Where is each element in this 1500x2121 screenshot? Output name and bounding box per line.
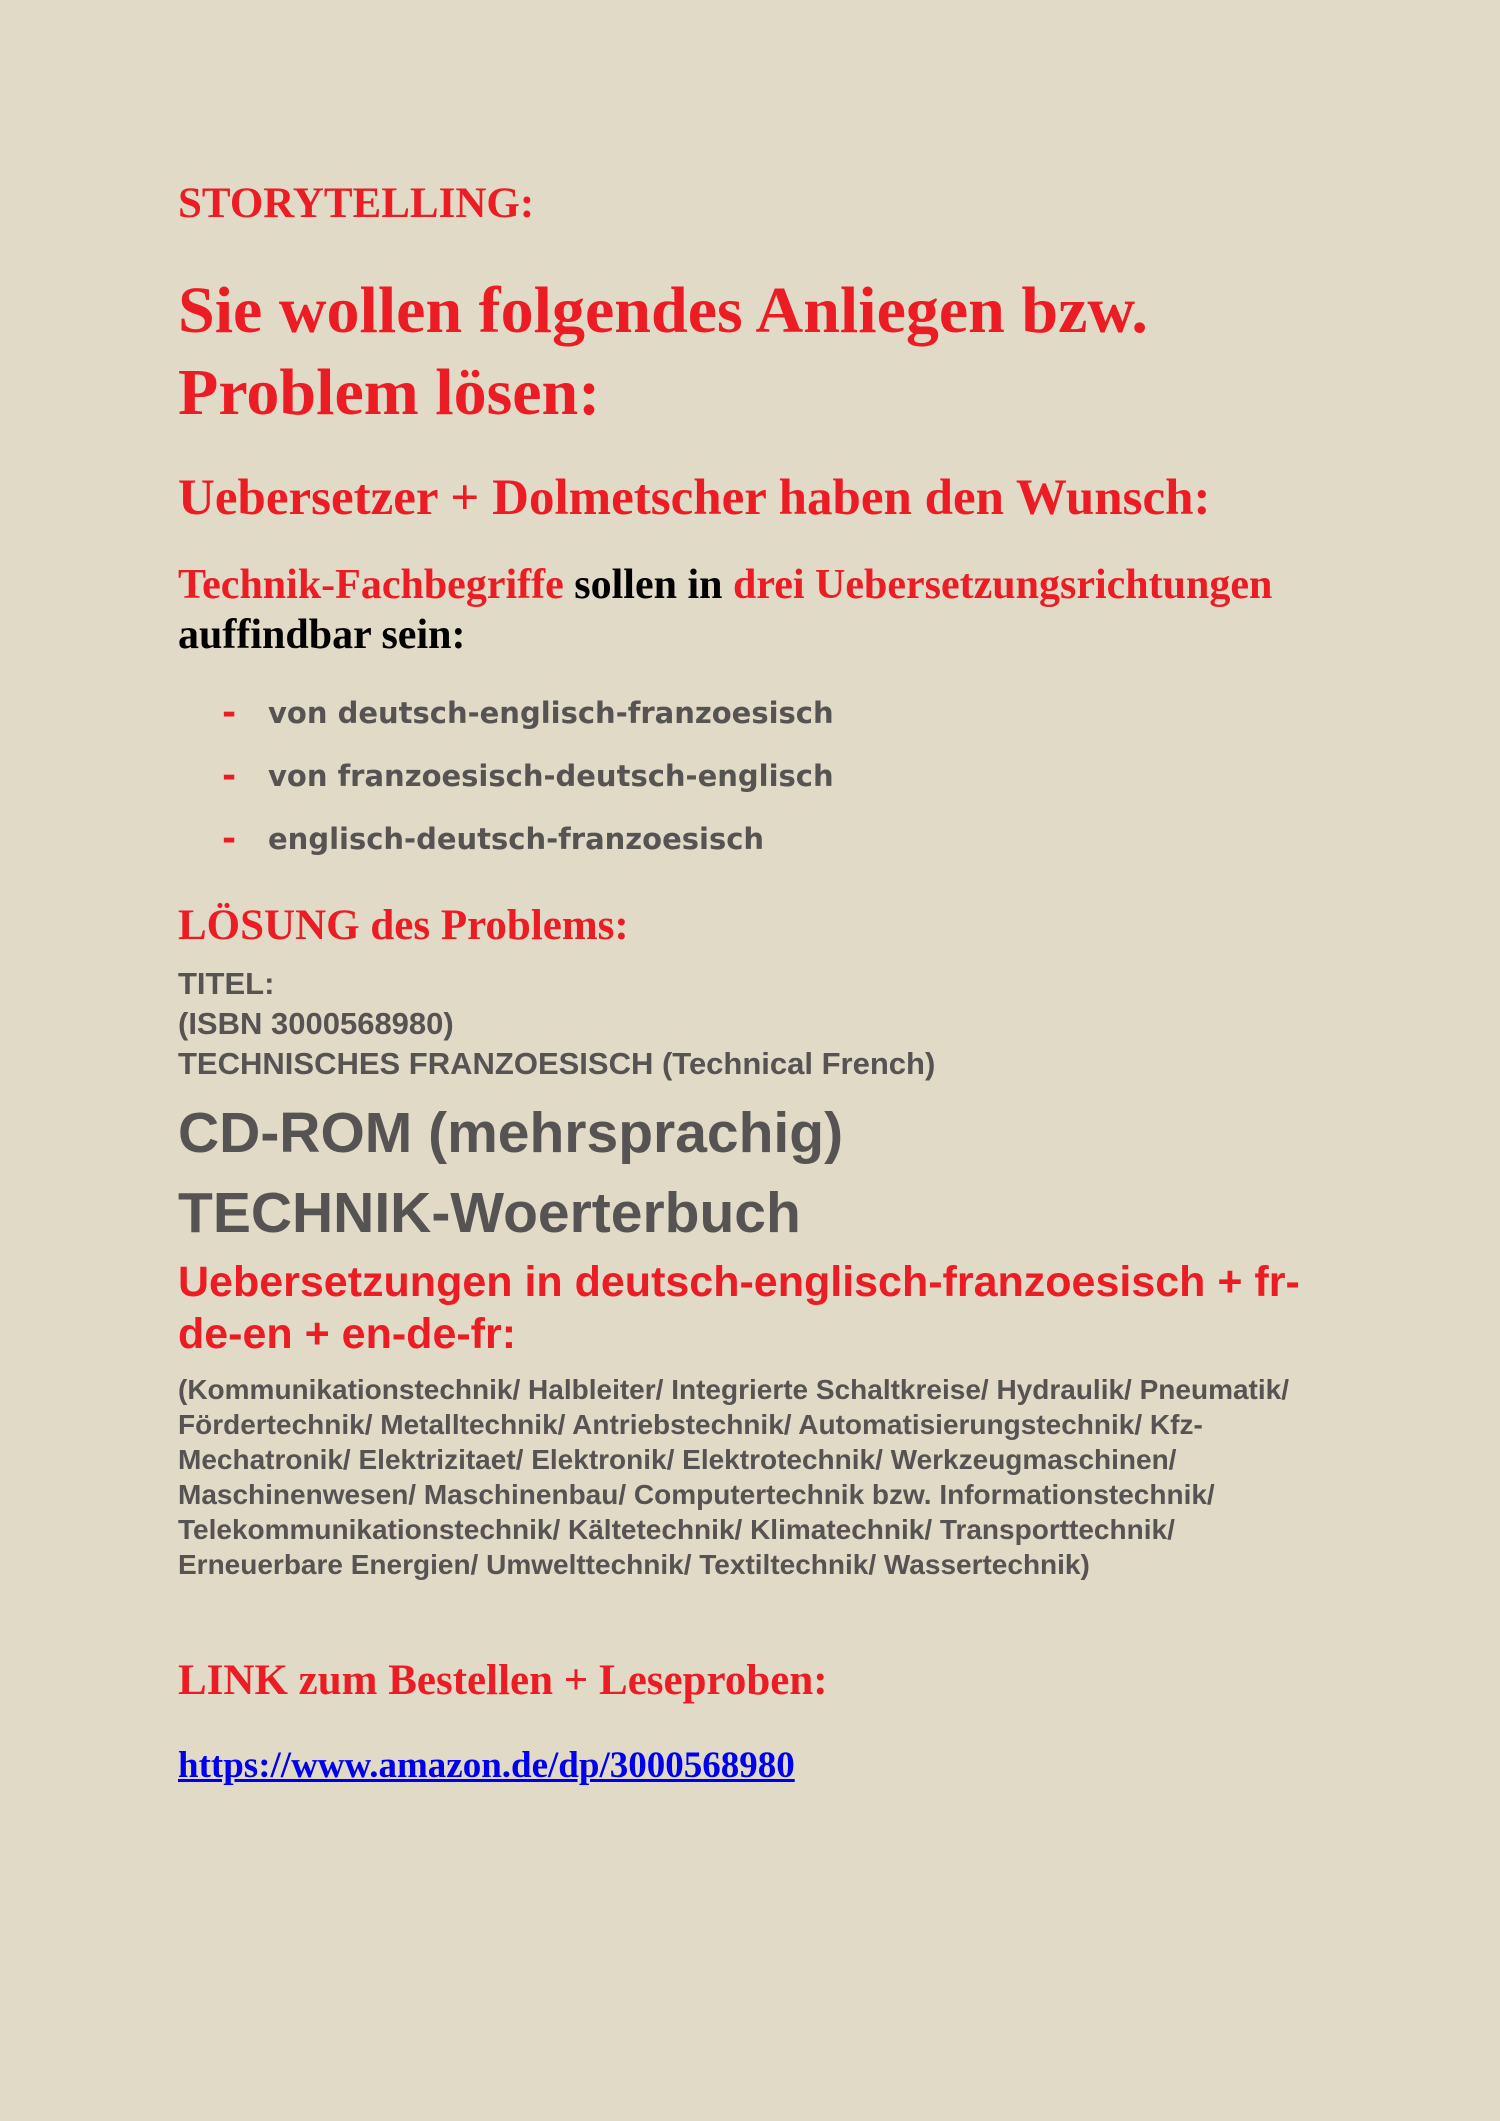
intro-findable: auffindbar sein: [178,612,466,658]
wish-subhead: Uebersetzer + Dolmetscher haben den Wunsch: [178,470,1211,526]
direction-text: von franzoesisch-deutsch-englisch [268,759,834,793]
dash-bullet: - [222,819,237,859]
subject-fields: (Kommunikationstechnik/ Halbleiter/ Integrierte Schaltkreise/ Hydraulik/ Pneumatik/ Fördertechnik/ Metalltechnik/ Antriebstechnik/ Automatisierungstechnik/ Kfz-Mechatronik/ Elektrizitaet/ Elektronik/ Elektrotechnik/ Werkzeugmaschinen/ Maschinenwesen/ Maschinenbau/ Computertechnik bzw. Informationstechnik/ Telekommunikationstechnik/ Kältetechnik/ Klimatechnik/ Transporttechnik/ Erneuerbare Energien/ Umwelttechnik/ Textiltechnik/ Wassertechnik) [178,1374,1289,1580]
product-type: TECHNIK-Woerterbuch [178,1181,801,1245]
order-link-heading: LINK zum Bestellen + Leseproben: [178,1657,828,1704]
dash-bullet: - [222,693,237,733]
intro-connector: sollen in [563,562,733,608]
title-label: TITEL: [178,966,275,1001]
title-block [178,964,935,1084]
list-item [222,745,834,808]
dash-bullet: - [222,756,237,796]
isbn-text: (ISBN 3000568980) [178,1006,454,1041]
product-format: CD-ROM (mehrsprachig) [178,1101,844,1165]
translation-directions-list [222,682,834,871]
direction-text: von deutsch-englisch-franzoesisch [268,696,834,730]
intro-technical-terms: Technik-Fachbegriffe [178,562,564,608]
problem-headline: Sie wollen folgendes Anliegen bzw. Problem lösen: [178,274,1148,429]
amazon-order-link[interactable]: https://www.amazon.de/dp/3000568980 [178,1745,795,1786]
requirement-intro [178,560,1328,660]
solution-heading: LÖSUNG des Problems: [178,902,629,949]
storytelling-kicker: STORYTELLING: [178,180,535,227]
list-item [222,682,834,745]
product-name: TECHNISCHES FRANZOESISCH (Technical French) [178,1046,936,1081]
intro-three-directions: drei Uebersetzungsrichtungen [732,562,1273,608]
language-pairs: Uebersetzungen in deutsch-englisch-franzoesisch + fr-de-en + en-de-fr: [178,1258,1300,1358]
direction-text: englisch-deutsch-franzoesisch [268,822,765,856]
list-item [222,808,834,871]
